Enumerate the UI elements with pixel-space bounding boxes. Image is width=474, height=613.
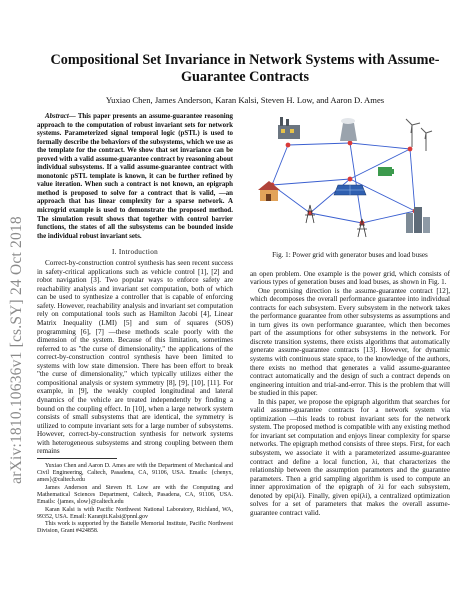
abstract-label: Abstract [45, 113, 69, 120]
right-column [250, 113, 450, 517]
figure-caption: Fig. 1: Power grid with generator buses and load buses [272, 251, 428, 259]
power-grid-figure [250, 115, 450, 247]
bus-nodes [270, 141, 418, 226]
footnote-separator [37, 458, 117, 459]
footnote-affiliation-3: Karan Kalsi is with Pacific Northwest National Laboratory, Richland, WA, 99352, USA. Email: Karanjit.Kalsi@pnnl.gov [37, 506, 233, 520]
right-paragraph-1: an open problem. One example is the power grid, which consists of various types of generation buses and load buses, as shown in Fig. 1. [250, 269, 450, 287]
left-column [37, 113, 233, 536]
footnote-affiliation-2: James Anderson and Steven H. Low are with the Computing and Mathematical Sciences Department, Caltech, Pasadena, CA, 91106, USA. Emails: {james, slow}@caltech.edu [37, 484, 233, 506]
battery-icon [378, 167, 394, 176]
power-grid-illustration [250, 115, 450, 247]
solar-panel-icon [334, 185, 366, 195]
wind-turbine-icon [406, 119, 432, 151]
right-paragraph-3: In this paper, we propose the epigraph algorithm that searches for valid assume-guarantee contracts for a network system via optimization —this leads to robust invariant sets for the network system. The proposed method is compatible with any existing method for invariant set computation and enjoys linear complexity for sparse networks. The epigraph method consists of three steps. First, for each subsystem, we associate it with a parameterized assume-guarantee contract and define a local function, λi, that characterizes the relationship between the assumption parameters and the guarantee parameters. Then a grid sampling algorithm is used to compute an inner approximation of the epigraph of λi for each subsystem, denoted by epi(λi). Finally, given epi(λi), a centralized optimization solves for a set of parameters that makes the overall assume-guarantee contract valid. [250, 397, 450, 517]
bus-node [348, 177, 353, 182]
footnote-affiliation-1: Yuxiao Chen and Aaron D. Ames are with the Department of Mechanical and Civil Engineering, Caltech, Pasadena, CA, 91106, USA. Emails: {chenyx, ames}@caltech.edu [37, 462, 233, 484]
abstract [37, 113, 233, 241]
bus-node [408, 147, 413, 152]
power-plant-icon [340, 118, 357, 141]
city-icon [406, 207, 430, 233]
right-paragraph-2: One promising direction is the assume-guarantee contract [12], which decomposes the overall performance guarantee into individual contracts for each subsystem. Every subsystem in the network takes the performance guarantee from other subsystems as assumptions and in turn gives its own performance guarantee, which then becomes part of the assumptions for other subsystems in the network. For discrete transition systems, there exists algorithms that automatically generate assume-guarantee contracts [13]. However, for dynamic systems with continuous state space, to the knowledge of the authors, there exists no method that generates a valid assume-guarantee contract automatically and the design of such a contract depends on engineering intuition and trial-and-error. This is the problem that will be studied in this paper. [250, 286, 450, 398]
bus-node [348, 141, 353, 146]
author-list: Yuxiao Chen, James Anderson, Karan Kalsi, Steven H. Low, and Aaron D. Ames [105, 95, 385, 105]
abstract-text: — This paper presents an assume-guarantee reasoning approach to the computation of robust invariant sets for network systems. Parameterized signal temporal logic (pSTL) is used to formally describe the behaviors of the subsystems, which we use as the template for the contract. We show that set invariance can be proved with a valid assume-guarantee contract by reasoning about individual subsystems. If a valid assume-guarantee contract with monotonic pSTL template is known, it can be further refined by value iteration. When such a contract is not known, an epigraph method is proposed to solve for a contract that is valid, —an approach that has linear complexity for a sparse network. A microgrid example is used to demonstrate the proposed method. The simulation result shows that together with control barrier functions, the states of all the subsystems can be bounded inside the individual robust invariant sets. [37, 113, 233, 240]
factory-icon [278, 117, 300, 139]
paper-title: Compositional Set Invariance in Network Systems with Assume-Guarantee Contracts [50, 52, 440, 85]
arxiv-stamp-text: arXiv:1810.10636v1 [cs.SY] 24 Oct 2018 [8, 216, 26, 484]
house-icon [258, 181, 280, 201]
bus-node [286, 143, 291, 148]
intro-paragraph-1: Correct-by-construction control synthesis has seen recent success in safety-critical applications such as vehicle control [1], [2] and robot navigation [3]. Two popular ways to enforce safety are reachability analysis and invariant set computation, both of which can be used to synthesize a controller that is capable of enforcing safety. However, reachability analysis and invariant set computation rely on computational tools such as Hamilton Jacobi [4], Linear Matrix Inequality (LMI) [5] and sum of squares (SOS) programming [6], [7] —these methods scale poorly with the dimension of the system. Because of this limitation, sometimes referred to as "the curse of dimensionality," the applications of the correct-by-construction control synthesis have been limited to systems with low state dimension. There has been effort to break "the curse of dimensionality," which typically utilizes either the compositional analysis or system symmetry [8], [9], [10], [11]. For example, in [9], the weakly coupled longitudinal and lateral dynamics of the vehicle are treated independently by finding a bound on the coupling effect. In [10], when a large network system consists of small subsystems that are identical, the symmetry is utilized to compute invariant sets for a large number of subsystems. However, correct-by-construction synthesis for network systems with heterogeneous subsystems and strong coupling between them remains [37, 259, 233, 456]
section-heading-introduction: I. Introduction [111, 248, 159, 257]
arxiv-stamp [6, 150, 28, 550]
footnote-funding: This work is supported by the Battelle Memorial Institute, Pacific Northwest Division, Grant #424858. [37, 521, 233, 535]
grid-connections [272, 143, 415, 223]
